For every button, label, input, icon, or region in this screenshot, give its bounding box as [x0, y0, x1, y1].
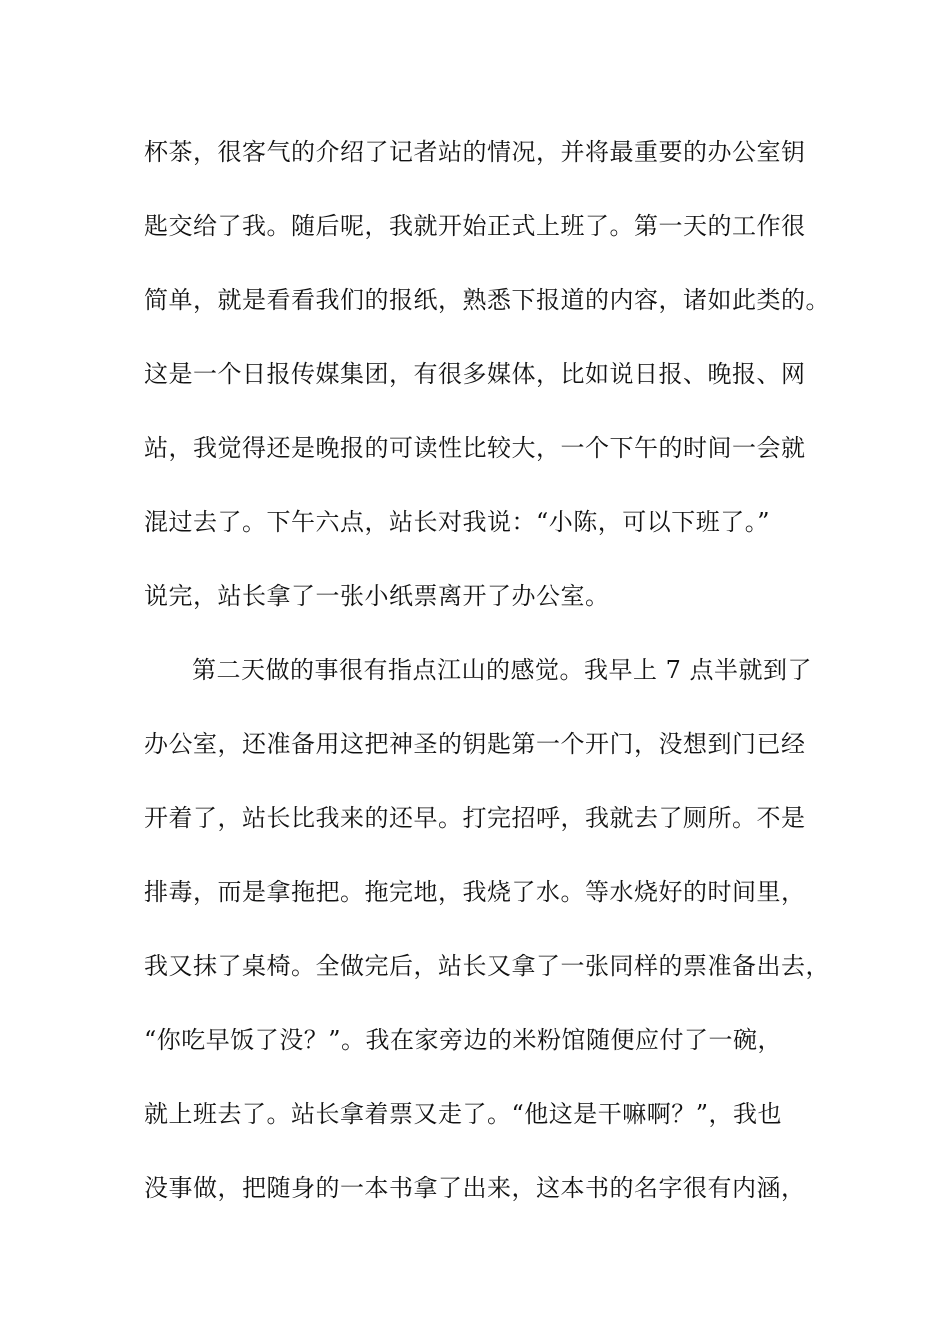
text-line: 办公室，还准备用这把神圣的钥匙第一个开门，没想到门已经 [144, 730, 806, 758]
text-line: 混过去了。下午六点，站长对我说：“小陈，可以下班了。” [144, 508, 771, 536]
text-line: 杯茶，很客气的介绍了记者站的情况，并将最重要的办公室钥 [144, 138, 806, 166]
text-line: 简单，就是看看我们的报纸，熟悉下报道的内容，诸如此类的。 [144, 286, 830, 314]
text-line: 我又抹了桌椅。全做完后，站长又拿了一张同样的票准备出去， [144, 952, 830, 980]
body-text [144, 128, 844, 1238]
text-line: 匙交给了我。随后呢，我就开始正式上班了。第一天的工作很 [144, 212, 806, 240]
text-line: 站，我觉得还是晚报的可读性比较大，一个下午的时间一会就 [144, 434, 806, 462]
text-line: 这是一个日报传媒集团，有很多媒体，比如说日报、晚报、网 [144, 360, 806, 388]
text-line: 没事做，把随身的一本书拿了出来，这本书的名字很有内涵， [144, 1174, 806, 1202]
text-line: 开着了，站长比我来的还早。打完招呼，我就去了厕所。不是 [144, 804, 806, 832]
text-line: 说完，站长拿了一张小纸票离开了办公室。 [144, 582, 610, 610]
paragraph-start-line: 第二天做的事很有指点江山的感觉。我早上 7 点半就到了 [192, 656, 813, 684]
text-line: “你吃早饭了没？”。我在家旁边的米粉馆随便应付了一碗， [144, 1026, 783, 1054]
text-line: 排毒，而是拿拖把。拖完地，我烧了水。等水烧好的时间里， [144, 878, 806, 906]
text-line: 就上班去了。站长拿着票又走了。“他这是干嘛啊？”，我也 [144, 1100, 783, 1128]
